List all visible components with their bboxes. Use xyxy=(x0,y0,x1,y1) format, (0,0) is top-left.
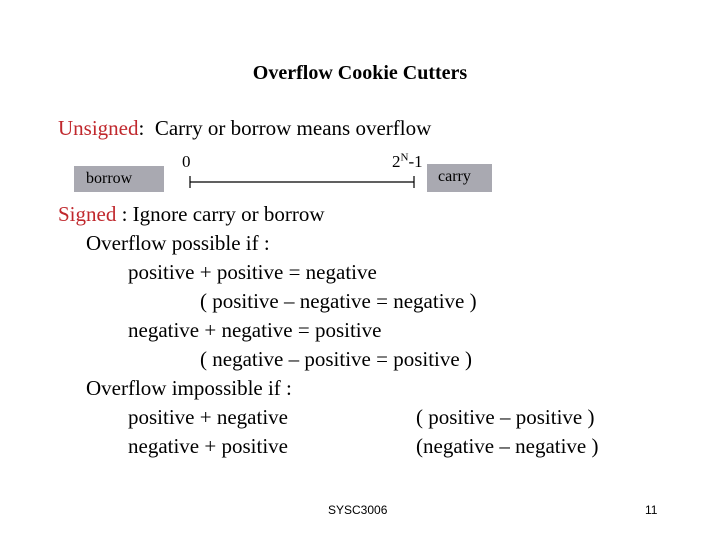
rule-pos-neg: positive + negative xyxy=(128,405,288,429)
overflow-possible-heading: Overflow possible if : xyxy=(86,231,270,255)
unsigned-label: Unsigned xyxy=(58,116,139,140)
rule-pos-minus-neg: ( positive – negative = negative ) xyxy=(200,289,477,313)
note-pos-minus-pos: ( positive – positive ) xyxy=(416,405,595,429)
range-max-exponent: N xyxy=(400,151,409,164)
carry-box xyxy=(427,164,492,192)
rule-neg-neg: negative + negative = positive xyxy=(128,318,382,342)
note-neg-minus-neg: (negative – negative ) xyxy=(416,434,599,458)
rule-neg-minus-pos: ( negative – positive = positive ) xyxy=(200,347,472,371)
carry-label: carry xyxy=(438,168,471,185)
unsigned-text: Carry or borrow means overflow xyxy=(154,116,432,140)
unsigned-colon: : xyxy=(138,116,145,140)
overflow-impossible-heading: Overflow impossible if : xyxy=(86,376,292,400)
range-max-suffix: -1 xyxy=(408,152,423,171)
signed-label: Signed xyxy=(58,202,117,226)
signed-line xyxy=(58,202,325,226)
footer-course: SYSC3006 xyxy=(328,503,388,517)
rule-neg-pos: negative + positive xyxy=(128,434,288,458)
page-number: 11 xyxy=(645,503,658,517)
borrow-label: borrow xyxy=(86,170,133,187)
borrow-box xyxy=(74,166,164,192)
signed-text: : Ignore carry or borrow xyxy=(121,202,325,226)
slide-title: Overflow Cookie Cutters xyxy=(252,62,468,84)
range-min-label: 0 xyxy=(182,152,191,171)
range-max-base: 2 xyxy=(392,152,401,171)
range-line xyxy=(184,174,420,190)
unsigned-line xyxy=(58,116,431,140)
rule-pos-pos: positive + positive = negative xyxy=(128,260,377,284)
range-max-label xyxy=(392,152,423,172)
